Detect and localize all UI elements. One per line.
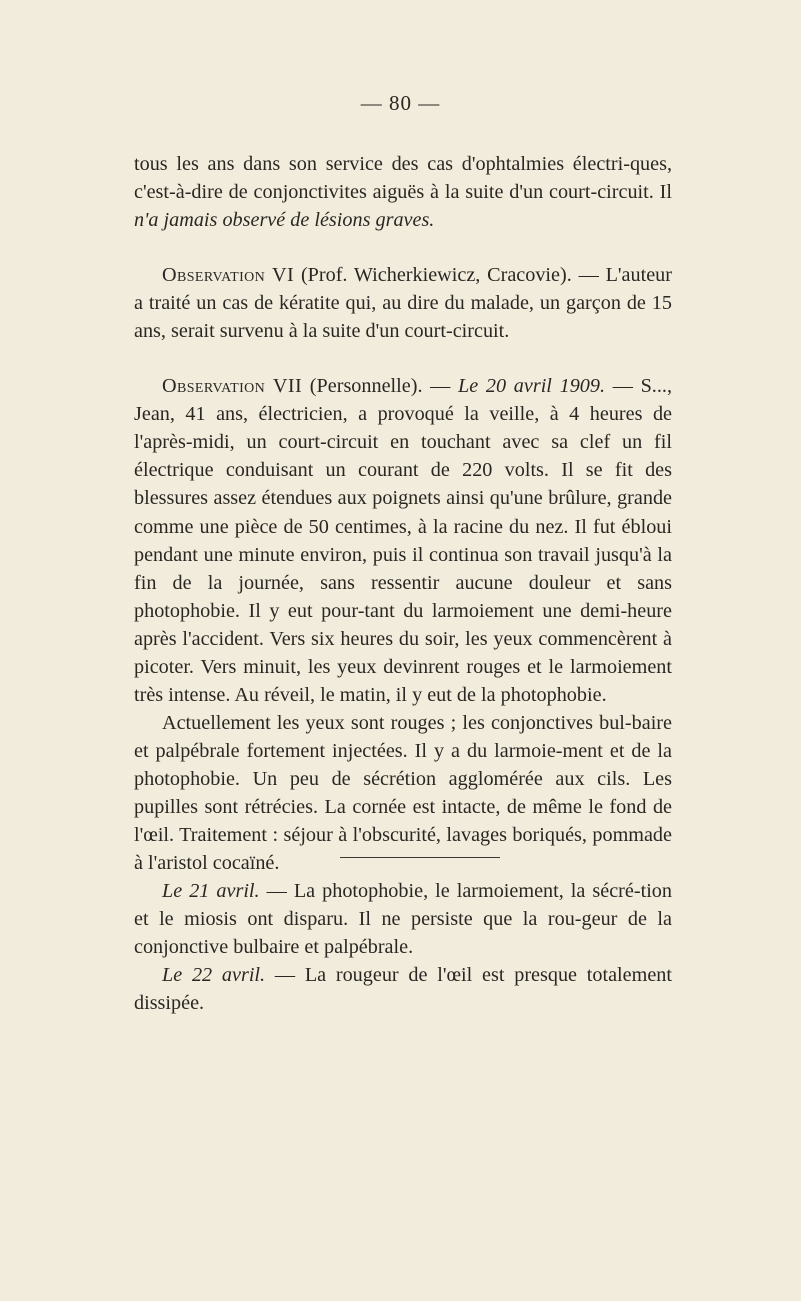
observation-vii-label: Observation VII	[162, 375, 303, 398]
paragraph-22-avril-text: — La rougeur de l'œil est presque totalement dissipée.	[134, 964, 672, 1015]
paragraph-21-avril-text: — La photophobie, le larmoiement, la sécré-tion et le miosis ont disparu. Il ne persiste que la rou-geur de la conjonctive bulbaire et palpébrale.	[134, 880, 672, 959]
paragraph-1-text: tous les ans dans son service des cas d'ophtalmies électri-ques, c'est-à-dire de conjonctivites aiguës à la suite d'un court-circuit. Il	[134, 153, 672, 204]
observation-vi-text: (Prof. Wicherkiewicz, Cracovie). — L'auteur a traité un cas de kératite qui, au dire du malade, un garçon de 15 ans, serait survenu à la suite d'un court-circuit.	[134, 264, 672, 343]
paragraph-actuellement: Actuellement les yeux sont rouges ; les conjonctives bul-baire et palpébrale fortement injectées. Il y a du larmoie-ment et de la photophobie. Un peu de sécrétion agglomérée aux cils. Les pupilles sont rétrécies. La cornée est intacte, de même le fond de l'œil. Traitement : séjour à l'obscurité, lavages boriqués, pommade à l'aristol cocaïné.	[134, 711, 672, 875]
observation-vi	[134, 261, 672, 345]
paragraph-21-avril	[134, 877, 672, 961]
body-text	[134, 150, 672, 1017]
observation-vii-source: (Personnelle). —	[302, 375, 459, 398]
paragraph-1	[134, 150, 672, 234]
paragraph-22-avril	[134, 961, 672, 1017]
paragraph-1-emphasis: n'a jamais observé de lésions graves.	[134, 209, 435, 232]
end-rule	[340, 857, 500, 858]
date-22-avril: Le 22 avril.	[162, 964, 266, 987]
observation-vii	[134, 372, 672, 709]
observation-vi-label: Observation VI	[162, 264, 295, 287]
observation-vii-text: — S..., Jean, 41 ans, électricien, a provoqué la veille, à 4 heures de l'après-midi, un court-circuit en touchant avec sa clef un fil électrique conduisant un courant de 220 volts. Il se fit des blessures assez étendues aux poignets ainsi qu'une brûlure, grande comme une pièce de 50 centimes, à la racine du nez. Il fut ébloui pendant une minute environ, puis il continua son travail jusqu'à la fin de la journée, sans ressentir aucune douleur et sans photophobie. Il y eut pour-tant du larmoiement une demi-heure après l'accident. Vers six heures du soir, les yeux commencèrent à picoter. Vers minuit, les yeux devinrent rouges et le larmoiement très intense. Au réveil, le matin, il y eut de la photophobie.	[134, 375, 672, 706]
observation-vii-date: Le 20 avril 1909.	[458, 375, 606, 398]
page-number: — 80 —	[360, 91, 441, 115]
date-21-avril: Le 21 avril.	[162, 880, 260, 903]
